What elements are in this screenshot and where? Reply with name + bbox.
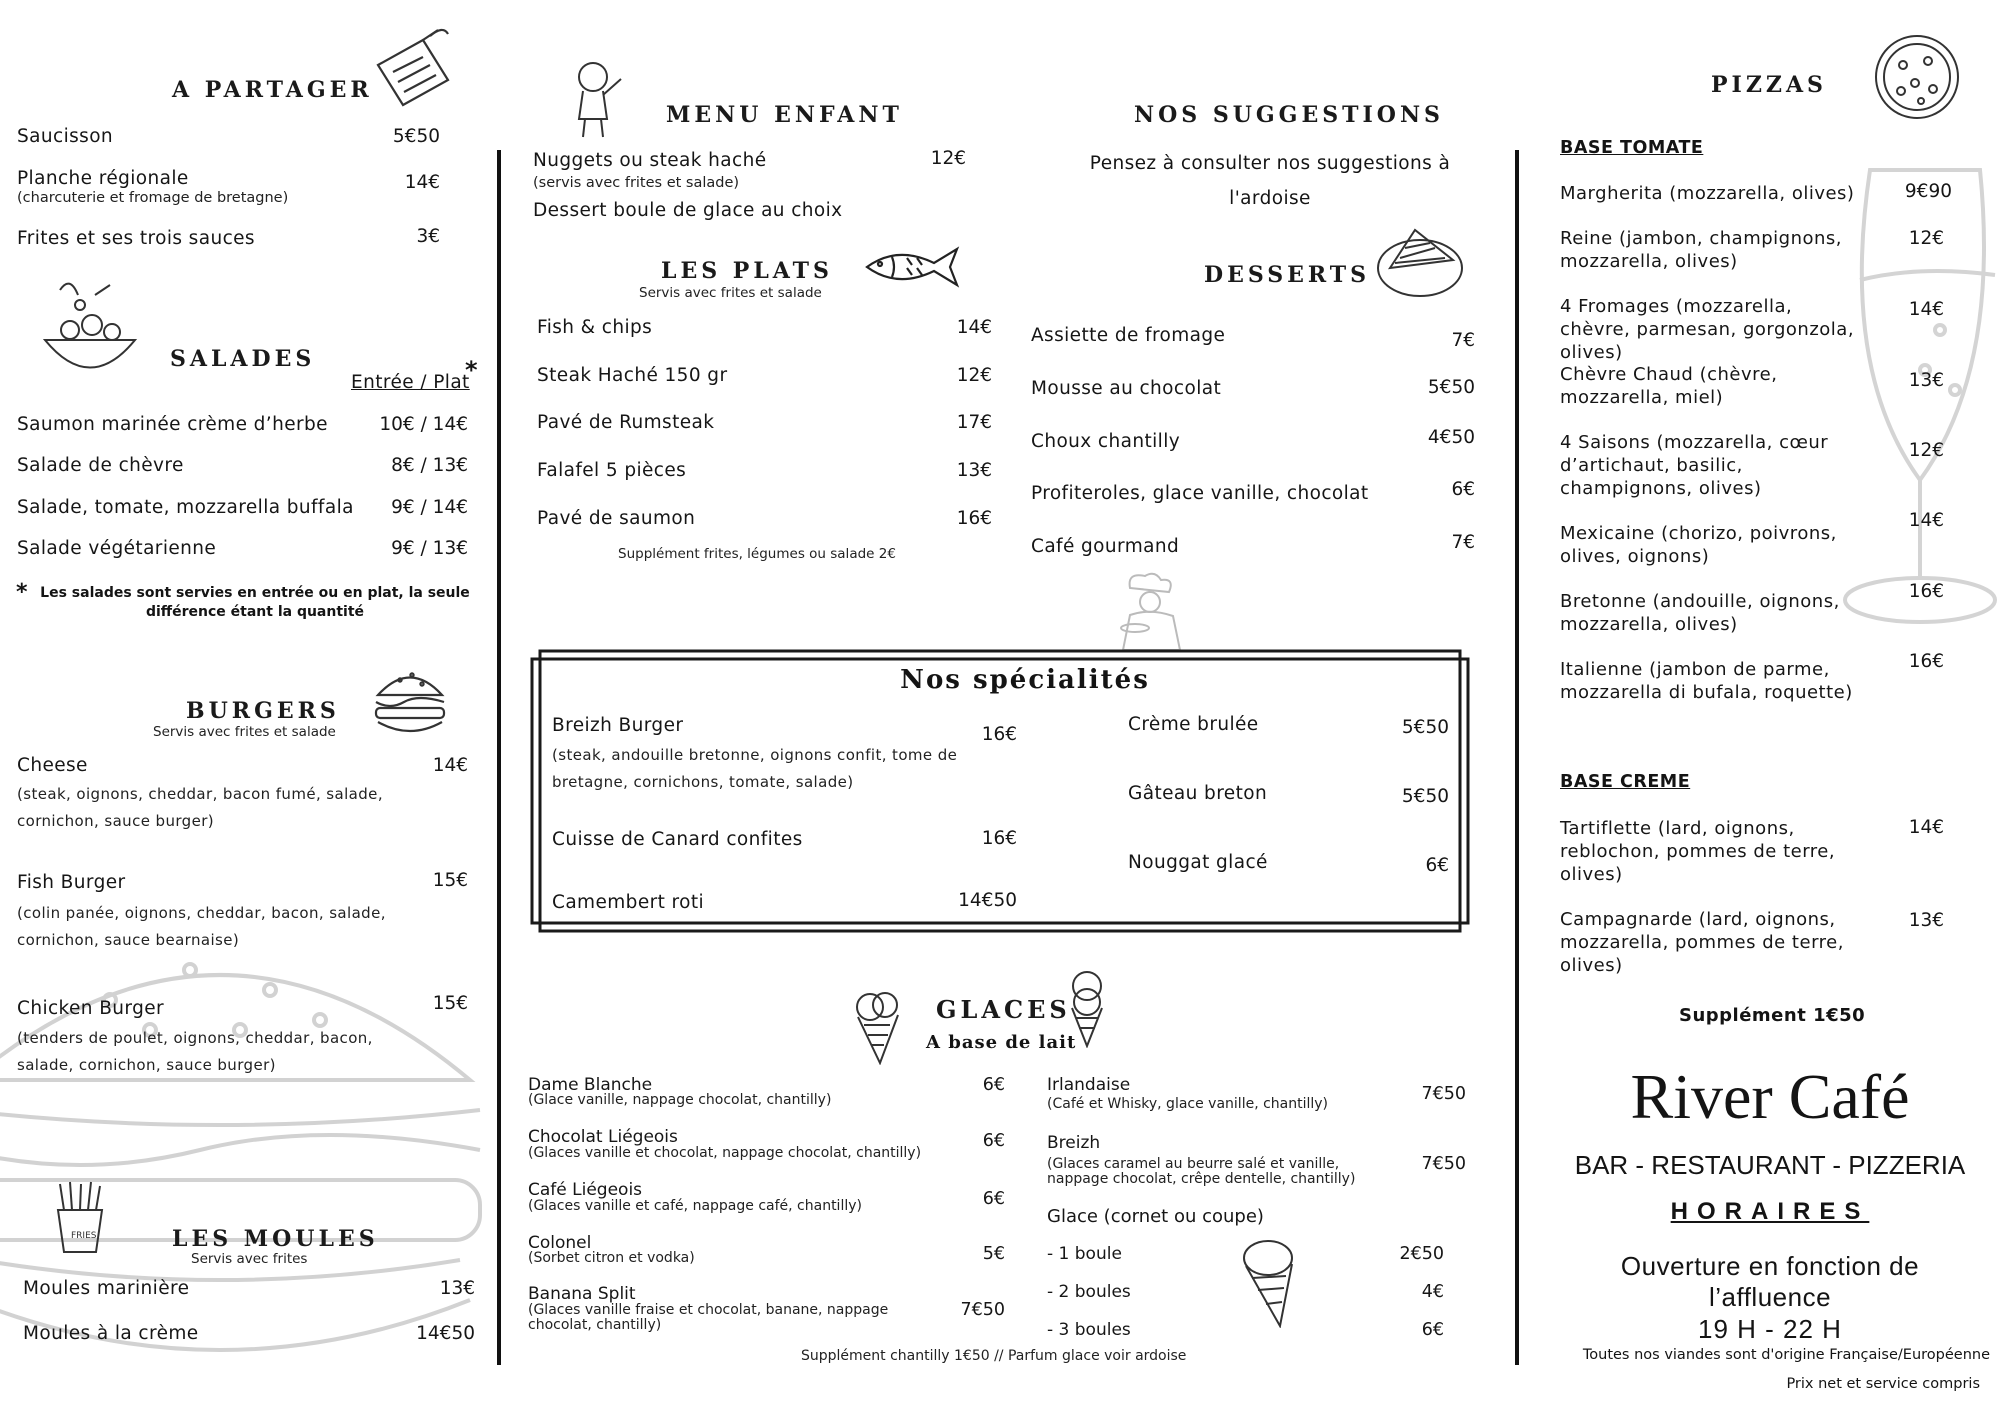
pizza-price: 14€ — [1908, 510, 1944, 531]
pizza-price: 14€ — [1908, 817, 1944, 838]
salade-price: 9€ / 14€ — [391, 497, 468, 518]
horaires-hours: 19 H - 22 H — [1698, 1314, 1842, 1344]
salad-bowl-icon — [40, 270, 140, 390]
pizzas-supplement: Supplément 1€50 — [1679, 1005, 1866, 1026]
pizza-item: Margherita (mozzarella, olives) — [1560, 183, 1855, 204]
pizza-price: 13€ — [1908, 370, 1944, 391]
salade-item: Saumon marinée crème d’herbe — [17, 414, 328, 435]
burger-item: Fish Burger — [17, 872, 126, 893]
burger-desc: (tenders de poulet, oignons, cheddar, bacon, salade, cornichon, sauce burger) — [17, 1029, 373, 1074]
specialite-item: Cuisse de Canard confites — [552, 829, 803, 850]
pizza-item: Bretonne (andouille, oignons, mozzarella, olives) — [1560, 591, 1840, 635]
menu-enfant-item: Nuggets ou steak haché — [533, 150, 767, 171]
burger-price: 15€ — [432, 870, 468, 891]
a-partager-price: 5€50 — [392, 126, 440, 147]
pizza-item: Campagnarde (lard, oignons, mozzarella, pommes de terre, olives) — [1560, 909, 1844, 976]
plat-item: Pavé de saumon — [537, 508, 696, 529]
fish-icon — [862, 243, 962, 289]
pizzas-title: PIZZAS — [1711, 72, 1827, 98]
glace-boule-price: 4€ — [1421, 1282, 1444, 1302]
salade-item: Salade, tomate, mozzarella buffala — [17, 497, 354, 518]
base-creme-header: BASE CREME — [1560, 772, 1691, 792]
glace-item: Chocolat Liégeois — [528, 1127, 678, 1147]
pie-plate-icon — [1375, 218, 1465, 300]
burger-desc: (colin panée, oignons, cheddar, bacon, salade, cornichon, sauce bearnaise) — [17, 904, 386, 949]
pizza-item: Reine (jambon, champignons, mozzarella, olives) — [1560, 228, 1843, 272]
salades-asterisk: * — [465, 356, 478, 384]
specialite-price: 16€ — [981, 828, 1017, 849]
plat-item: Falafel 5 pièces — [537, 460, 687, 481]
ice-cream-cone-icon — [850, 985, 905, 1065]
fries-icon — [50, 1180, 110, 1255]
specialite-item: Nouggat glacé — [1128, 852, 1268, 873]
moules-title: LES MOULES — [172, 1226, 379, 1252]
glace-item: Dame Blanche — [528, 1075, 653, 1095]
specialite-item: Breizh Burger — [552, 715, 684, 736]
glace-price: 6€ — [982, 1075, 1005, 1095]
salades-footnote-star: * — [16, 580, 28, 605]
plat-price: 17€ — [956, 412, 992, 433]
glace-desc: (Café et Whisky, glace vanille, chantilly) — [1047, 1096, 1329, 1112]
plats-title: LES PLATS — [661, 258, 833, 284]
specialite-price: 16€ — [981, 724, 1017, 745]
pizza-item: 4 Fromages (mozzarella, chèvre, parmesan, gorgonzola, olives) — [1560, 296, 1855, 363]
burgers-title: BURGERS — [186, 698, 340, 724]
salades-title: SALADES — [170, 346, 316, 372]
dessert-item: Mousse au chocolat — [1031, 378, 1222, 399]
ice-cream-cone-icon — [1238, 1238, 1298, 1328]
glace-boule-item: - 1 boule — [1047, 1244, 1122, 1264]
plat-price: 14€ — [956, 317, 992, 338]
moules-price: 13€ — [439, 1278, 475, 1299]
brand-name: River Café — [1630, 1061, 1910, 1132]
menu-enfant-price: 12€ — [930, 148, 966, 169]
a-partager-title: A PARTAGER — [172, 77, 373, 103]
glaces-title: GLACES — [936, 995, 1071, 1024]
glace-item: Banana Split — [528, 1284, 636, 1304]
plats-subtitle: Servis avec frites et salade — [639, 285, 822, 301]
specialites-title: Nos spécialités — [900, 665, 1150, 695]
plat-item: Steak Haché 150 gr — [537, 365, 728, 386]
suggestions-text-line1: Pensez à consulter nos suggestions à — [1089, 153, 1451, 174]
base-tomate-header: BASE TOMATE — [1560, 138, 1704, 158]
a-partager-price: 14€ — [404, 172, 440, 193]
glace-price: 7€50 — [1421, 1084, 1466, 1104]
pizza-item: 4 Saisons (mozzarella, cœur d’artichaut, basilic, champignons, olives) — [1560, 432, 1829, 499]
salades-footnote: Les salades sont servies en entrée ou en plat, la seule différence étant la quantité — [40, 585, 470, 620]
pizza-item: Italienne (jambon de parme, mozzarella di bufala, roquette) — [1560, 659, 1853, 703]
plat-item: Pavé de Rumsteak — [537, 412, 715, 433]
glaces-supplement: Supplément chantilly 1€50 // Parfum glace voir ardoise — [801, 1348, 1187, 1364]
moules-item: Moules à la crème — [23, 1323, 199, 1344]
chef-icon — [1105, 570, 1205, 652]
specialite-item: Camembert roti — [552, 892, 705, 913]
dessert-item: Choux chantilly — [1031, 431, 1181, 452]
a-partager-item: Saucisson — [17, 126, 114, 147]
specialite-item: Gâteau breton — [1128, 783, 1268, 804]
glace-price: 6€ — [982, 1189, 1005, 1209]
specialite-price: 5€50 — [1401, 786, 1449, 807]
pizza-price: 12€ — [1908, 440, 1944, 461]
pizza-price: 9€90 — [1904, 181, 1952, 202]
horaires-line2: l’affluence — [1708, 1282, 1832, 1312]
moules-subtitle: Servis avec frites — [191, 1251, 308, 1267]
glace-price: 6€ — [982, 1131, 1005, 1151]
a-partager-item: Planche régionale — [17, 168, 189, 189]
specialite-item: Crème brulée — [1128, 714, 1259, 735]
glace-desc: (Glace vanille, nappage chocolat, chantilly) — [528, 1092, 832, 1108]
a-partager-price: 3€ — [416, 226, 440, 247]
glace-boule-item: - 2 boules — [1047, 1282, 1131, 1302]
salade-price: 8€ / 13€ — [391, 455, 468, 476]
dessert-price: 4€50 — [1427, 427, 1475, 448]
pizza-item: Tartiflette (lard, oignons, reblochon, pommes de terre, olives) — [1560, 818, 1836, 885]
glace-item: Breizh — [1047, 1133, 1101, 1153]
child-chef-icon — [565, 55, 625, 140]
burgers-subtitle: Servis avec frites et salade — [153, 724, 336, 740]
specialite-price: 6€ — [1425, 855, 1449, 876]
pizza-item: Mexicaine (chorizo, poivrons, olives, oignons) — [1560, 523, 1837, 567]
glaces-subtitle: A base de lait — [926, 1032, 1077, 1053]
burger-icon — [370, 660, 450, 740]
glace-boule-price: 6€ — [1421, 1320, 1444, 1340]
glace-cornet-title: Glace (cornet ou coupe) — [1047, 1206, 1264, 1227]
glace-item: Irlandaise — [1047, 1075, 1131, 1095]
cutting-board-icon — [368, 20, 458, 110]
dessert-price: 6€ — [1451, 479, 1475, 500]
glace-price: 7€50 — [1421, 1154, 1466, 1174]
menu-enfant-dessert: Dessert boule de glace au choix — [533, 200, 843, 221]
dessert-price: 7€ — [1451, 330, 1475, 351]
burger-item: Cheese — [17, 755, 88, 776]
glace-item: Café Liégeois — [528, 1180, 643, 1200]
a-partager-item: Frites et ses trois sauces — [17, 228, 255, 249]
a-partager-desc: (charcuterie et fromage de bretagne) — [17, 190, 289, 206]
burger-sketch-background — [0, 880, 500, 1400]
suggestions-title: NOS SUGGESTIONS — [1134, 102, 1444, 128]
desserts-title: DESSERTS — [1204, 262, 1371, 288]
column-divider-right — [1515, 150, 1519, 1365]
specialite-desc-line1: (steak, andouille bretonne, oignons confit, tome de — [552, 746, 958, 764]
plats-supplement: Supplément frites, légumes ou salade 2€ — [618, 546, 896, 562]
specialite-desc-line2: bretagne, cornichons, tomate, salade) — [552, 773, 854, 791]
glace-desc: (Glaces vanille fraise et chocolat, banane, nappage chocolat, chantilly) — [528, 1302, 889, 1333]
menu-enfant-desc: (servis avec frites et salade) — [533, 175, 740, 191]
dessert-item: Profiteroles, glace vanille, chocolat — [1031, 483, 1369, 504]
burger-desc: (steak, oignons, cheddar, bacon fumé, salade, cornichon, sauce burger) — [17, 785, 383, 830]
suggestions-text-line2: l'ardoise — [1229, 188, 1311, 209]
prix-note: Prix net et service compris — [1786, 1376, 1980, 1392]
glace-desc: (Glaces vanille et chocolat, nappage chocolat, chantilly) — [528, 1145, 922, 1161]
salade-item: Salade végétarienne — [17, 538, 217, 559]
glace-boule-price: 2€50 — [1399, 1244, 1444, 1264]
burger-price: 15€ — [432, 993, 468, 1014]
pizza-price: 12€ — [1908, 228, 1944, 249]
pizza-price: 14€ — [1908, 299, 1944, 320]
pizza-price: 16€ — [1908, 651, 1944, 672]
moules-price: 14€50 — [416, 1323, 475, 1344]
salade-item: Salade de chèvre — [17, 455, 184, 476]
glace-price: 7€50 — [960, 1300, 1005, 1320]
glace-price: 5€ — [982, 1244, 1005, 1264]
moules-item: Moules marinière — [23, 1278, 190, 1299]
dessert-price: 7€ — [1451, 532, 1475, 553]
fries-box-label: FRIES — [71, 1231, 97, 1241]
pizza-icon — [1873, 33, 1961, 121]
burger-item: Chicken Burger — [17, 998, 165, 1019]
pizza-item: Chèvre Chaud (chèvre, mozzarella, miel) — [1560, 364, 1778, 408]
plat-price: 16€ — [956, 508, 992, 529]
glace-boule-item: - 3 boules — [1047, 1320, 1131, 1340]
burger-price: 14€ — [432, 755, 468, 776]
salade-price: 10€ / 14€ — [379, 414, 468, 435]
origin-note: Toutes nos viandes sont d'origine Française/Européenne — [1582, 1347, 1990, 1363]
pizza-price: 13€ — [1908, 910, 1944, 931]
glace-item: Colonel — [528, 1233, 592, 1253]
glace-desc: (Sorbet citron et vodka) — [528, 1250, 695, 1266]
horaires-title: HORAIRES — [1670, 1198, 1870, 1225]
menu-enfant-title: MENU ENFANT — [666, 102, 903, 128]
glace-desc: (Glaces vanille et café, nappage café, chantilly) — [528, 1198, 862, 1214]
brand-tagline: BAR - RESTAURANT - PIZZERIA — [1574, 1150, 1966, 1180]
dessert-price: 5€50 — [1427, 377, 1475, 398]
dessert-item: Assiette de fromage — [1031, 325, 1226, 346]
salade-price: 9€ / 13€ — [391, 538, 468, 559]
glace-desc: (Glaces caramel au beurre salé et vanille, nappage chocolat, crêpe dentelle, chantilly) — [1047, 1156, 1356, 1187]
plat-item: Fish & chips — [537, 317, 653, 338]
horaires-line1: Ouverture en fonction de — [1620, 1251, 1920, 1281]
plat-price: 13€ — [956, 460, 992, 481]
plat-price: 12€ — [956, 365, 992, 386]
dessert-item: Café gourmand — [1031, 536, 1180, 557]
specialite-price: 5€50 — [1401, 717, 1449, 738]
salades-subheader: Entrée / Plat — [351, 372, 470, 393]
specialite-price: 14€50 — [958, 890, 1017, 911]
pizza-price: 16€ — [1908, 581, 1944, 602]
